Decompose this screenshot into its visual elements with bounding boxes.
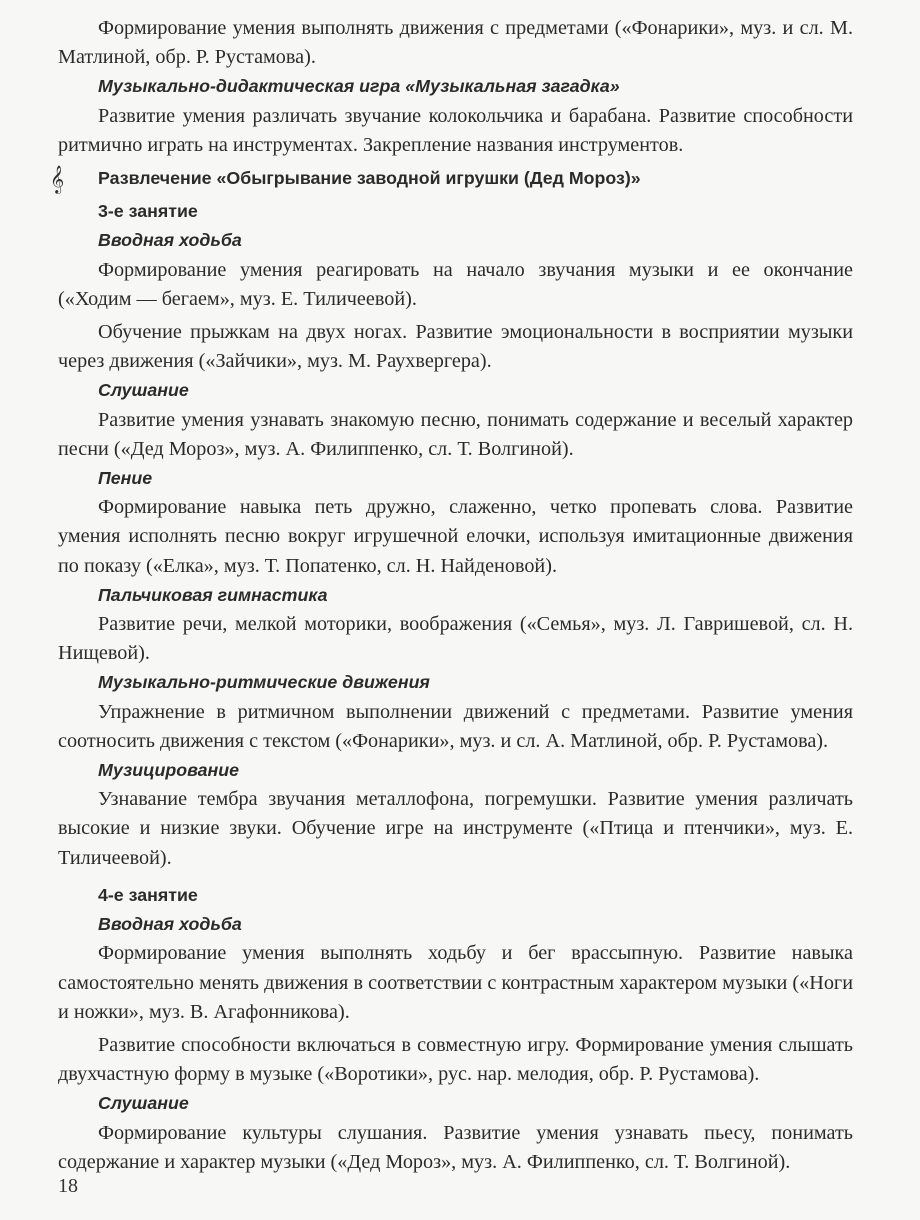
lesson3-listen-paragraph: Развитие умения узнавать знакомую песню, понимать содержание и веселый характер песни («Дед Мороз», муз. А. Филиппенко, сл. Т. Волгиной). [58,408,853,460]
lesson3-finger-heading: Пальчиковая гимнастика [98,584,328,605]
lesson3-play-heading: Музицирование [98,760,240,781]
lesson3-walk-heading: Вводная ходьба [98,230,242,251]
entertainment-block [50,164,853,194]
lesson3-finger-paragraph: Развитие речи, мелкой моторики, воображения («Семья», муз. Л. Гавришевой, сл. Н. Нищевой). [58,613,853,665]
lesson4-walk-paragraph-1: Формирование умения выполнять ходьбу и бег врассыпную. Развитие навыка самостоятельно менять движения в соответствии с контрастным характером музыки («Ноги и ножки», муз. В. Агафонникова). [58,942,853,1023]
treble-clef-icon: 𝄞 [50,165,65,194]
lesson3-listen-heading: Слушание [98,380,189,401]
lesson3-heading: 3-е занятие [98,201,198,222]
lesson4-walk-paragraph-2: Развитие способности включаться в совместную игру. Формирование умения слышать двухчастную форму в музыке («Воротики», рус. нар. мелодия, обр. Р. Рустамова). [58,1033,853,1086]
lesson3-walk-paragraph-1: Формирование умения реагировать на начало звучания музыки и ее окончание («Ходим — бегаем», муз. Е. Тиличеевой). [58,258,853,310]
lesson4-listen-paragraph: Формирование культуры слушания. Развитие умения узнавать пьесу, понимать содержание и характер музыки («Дед Мороз», муз. А. Филиппенко, сл. Т. Волгиной). [58,1121,853,1173]
page-content [50,14,853,1177]
intro-paragraph: Формирование умения выполнять движения с предметами («Фонарики», муз. и сл. М. Матлиной, обр. Р. Рустамова). [58,17,853,69]
lesson3-rhythm-heading: Музыкально-ритмические движения [98,672,430,693]
lesson3-sing-heading: Пение [98,468,153,489]
lesson4-walk-heading: Вводная ходьба [98,914,242,935]
page-number: 18 [58,1175,78,1197]
lesson3-play-paragraph: Узнавание тембра звучания металлофона, погремушки. Развитие умения различать высокие и низкие звуки. Обучение игре на инструменте («Птица и птенчики», муз. Е. Тиличеевой). [58,788,853,869]
game-paragraph: Развитие умения различать звучание колокольчика и барабана. Развитие способности ритмично играть на инструментах. Закрепление названия инструментов. [58,104,853,156]
lesson3-sing-paragraph: Формирование навыка петь дружно, слаженно, четко пропевать слова. Развитие умения исполнять песню вокруг игрушечной елочки, используя имитационные движения по показу («Елка», муз. Т. Попатенко, сл. Н. Найденовой). [58,496,853,577]
entertainment-heading: Развлечение «Обыгрывание заводной игрушки (Дед Мороз)» [98,168,641,189]
lesson3-rhythm-paragraph: Упражнение в ритмичном выполнении движений с предметами. Развитие умения соотносить движения с текстом («Фонарики», муз. и сл. А. Матлиной, обр. Р. Рустамова). [58,700,853,752]
lesson4-listen-heading: Слушание [98,1093,189,1114]
lesson4-heading: 4-е занятие [98,884,198,905]
game-heading: Музыкально-дидактическая игра «Музыкальная загадка» [98,76,620,97]
lesson3-walk-paragraph-2: Обучение прыжкам на двух ногах. Развитие эмоциональности в восприятии музыки через движения («Зайчики», муз. М. Раухвергера). [58,321,853,373]
